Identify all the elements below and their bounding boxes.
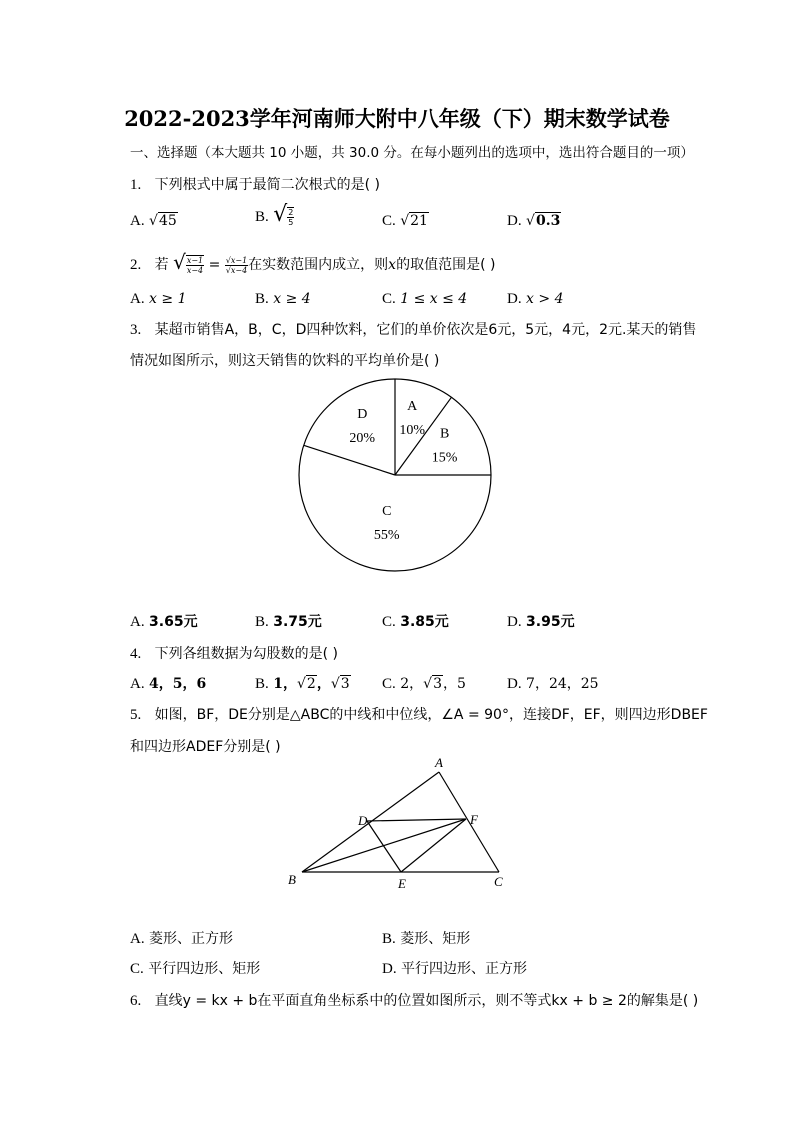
option-label: B. (255, 291, 269, 307)
q4-option-c (382, 674, 466, 694)
q5-option-b (382, 929, 470, 949)
numerator: √x−1 (225, 255, 248, 265)
question-5 (130, 705, 708, 725)
option-value: x > 4 (526, 291, 564, 307)
question-text: 某超市销售A，B，C，D四种饮料，它们的单价依次是6元，5元，4元，2元.某天的销售 (154, 322, 697, 338)
question-text: 若 (154, 257, 169, 273)
question-number: 6. (130, 993, 142, 1009)
radical: √0.3 (526, 213, 561, 229)
q1-option-c (382, 211, 429, 231)
question-text: 的取值范围是( ) (396, 257, 496, 273)
question-number: 1. (130, 177, 142, 193)
option-label: D. (507, 291, 522, 307)
pie-label-b: B (439, 426, 450, 442)
q2-option-a (130, 289, 186, 309)
pie-label-d: D (357, 406, 368, 422)
question-text: 在实数范围内成立，则 (248, 257, 389, 273)
segment-ef (401, 819, 466, 872)
option-label: B. (255, 209, 269, 225)
question-text: 下列各组数据为勾股数的是( ) (154, 646, 338, 662)
q4-option-d (507, 674, 599, 694)
question-6 (130, 991, 698, 1011)
option-value: 3.95元 (526, 614, 575, 630)
option-value: 1， (273, 676, 297, 692)
q4-option-a (130, 674, 206, 694)
option-value: 3.85元 (400, 614, 449, 630)
option-label: C. (130, 961, 144, 977)
option-label: D. (382, 961, 397, 977)
segment-de (367, 821, 401, 872)
triangle-figure (280, 757, 520, 897)
radical: √ $\frac{x-1}{x-4}$ (173, 250, 204, 275)
radical: √2 (296, 676, 316, 692)
option-value: 7，24，25 (526, 676, 599, 692)
question-5-line-2: 和四边形ADEF分别是( ) (130, 739, 281, 755)
equals-sign: = (208, 257, 221, 273)
radical: √21 (400, 213, 428, 229)
question-3-line-2: 情况如图所示，则这天销售的饮料的平均单价是( ) (130, 353, 440, 369)
option-label: A. (130, 291, 145, 307)
option-label: B. (255, 676, 269, 692)
pie-percent-d: 20% (349, 430, 376, 446)
q3-option-b (255, 612, 322, 632)
section-heading: 一、选择题（本大题共 10 小题，共 30.0 分。在每小题列出的选项中，选出符合题目的一项） (130, 145, 694, 161)
pie-percent-b: 15% (431, 450, 458, 466)
q1-option-b (255, 202, 294, 227)
option-label: A. (130, 614, 145, 630)
q1-option-d (507, 211, 561, 231)
radicand: 3 (340, 676, 350, 692)
denominator: √x−4 (225, 265, 248, 275)
radicand: 2 (306, 676, 316, 692)
question-number: 4. (130, 646, 142, 662)
pie-percent-c: 55% (373, 528, 400, 544)
option-label: C. (382, 213, 396, 229)
option-label: B. (255, 614, 269, 630)
question-4 (130, 644, 338, 664)
radicand: 0.3 (535, 213, 561, 229)
option-value: 3.65元 (149, 614, 198, 630)
exam-title: 2022-2023学年河南师大附中八年级（下）期末数学试卷 (124, 106, 670, 131)
option-label: C. (382, 291, 396, 307)
fraction (225, 256, 248, 275)
option-value: 平行四边形、正方形 (401, 961, 528, 977)
option-value: x ≥ 1 (149, 291, 187, 307)
label-b: B (288, 872, 296, 887)
q2-option-d (507, 289, 563, 309)
option-value: 1 ≤ x ≤ 4 (400, 291, 468, 307)
label-a: A (435, 757, 443, 770)
question-3 (130, 320, 696, 340)
q5-option-a (130, 929, 233, 949)
q5-option-d (382, 959, 527, 979)
radical: √45 (149, 213, 177, 229)
q1-option-a (130, 211, 178, 231)
option-label: D. (507, 676, 522, 692)
radicand: 21 (410, 213, 428, 229)
question-text: 下列根式中属于最简二次根式的是( ) (154, 177, 380, 193)
option-value: 2， (400, 676, 424, 692)
option-value: 平行四边形、矩形 (148, 961, 261, 977)
label-f: F (470, 812, 478, 827)
label-d: D (358, 813, 368, 828)
option-label: C. (382, 676, 396, 692)
option-value: ，5 (442, 676, 466, 692)
q4-option-b (255, 674, 351, 694)
option-label: C. (382, 614, 396, 630)
question-2 (130, 252, 495, 275)
denominator: x−4 (186, 266, 204, 275)
pie-label-a: A (407, 399, 418, 415)
question-1 (130, 175, 380, 195)
question-text: 直线y = kx + b在平面直角坐标系中的位置如图所示，则不等式kx + b ≥ 2的解集是( ) (154, 993, 699, 1009)
q2-option-b (255, 289, 311, 309)
question-number: 5. (130, 707, 142, 723)
q3-option-d (507, 612, 575, 632)
denominator: 5 (288, 218, 294, 227)
option-label: A. (130, 676, 145, 692)
option-value: 4，5，6 (149, 676, 207, 692)
segment-ac (439, 772, 499, 872)
q2-option-c (382, 289, 467, 309)
option-label: A. (130, 931, 145, 947)
q3-option-a (130, 612, 198, 632)
option-label: D. (507, 614, 522, 630)
pie-chart (290, 375, 502, 580)
option-value: 3.75元 (273, 614, 322, 630)
numerator: x−1 (186, 256, 204, 265)
q5-option-c (130, 959, 260, 979)
question-text: 如图，BF，DE分别是△ABC的中线和中位线，∠A = 90°，连接DF，EF，则四边形DBEF (154, 707, 708, 723)
question-number: 2. (130, 257, 142, 273)
radicand: 45 (158, 213, 177, 229)
option-value: x ≥ 4 (273, 291, 311, 307)
q3-option-c (382, 612, 449, 632)
separator: ， (316, 676, 331, 692)
option-label: A. (130, 213, 145, 229)
option-label: B. (382, 931, 396, 947)
label-e: E (398, 876, 406, 891)
option-label: D. (507, 213, 522, 229)
radical: √3 (330, 676, 350, 692)
pie-percent-a: 10% (399, 423, 426, 439)
segment-df (367, 819, 466, 821)
pie-label-c: C (382, 504, 392, 520)
option-value: 菱形、矩形 (400, 931, 471, 947)
option-value: 菱形、正方形 (149, 931, 234, 947)
question-number: 3. (130, 322, 142, 338)
radical: √3 (423, 676, 442, 692)
numerator: 2 (288, 208, 294, 217)
label-c: C (494, 874, 503, 889)
variable: x (388, 257, 397, 273)
radicand: 3 (433, 676, 442, 692)
radical: √ $\frac{2}{5}$ (273, 202, 294, 227)
